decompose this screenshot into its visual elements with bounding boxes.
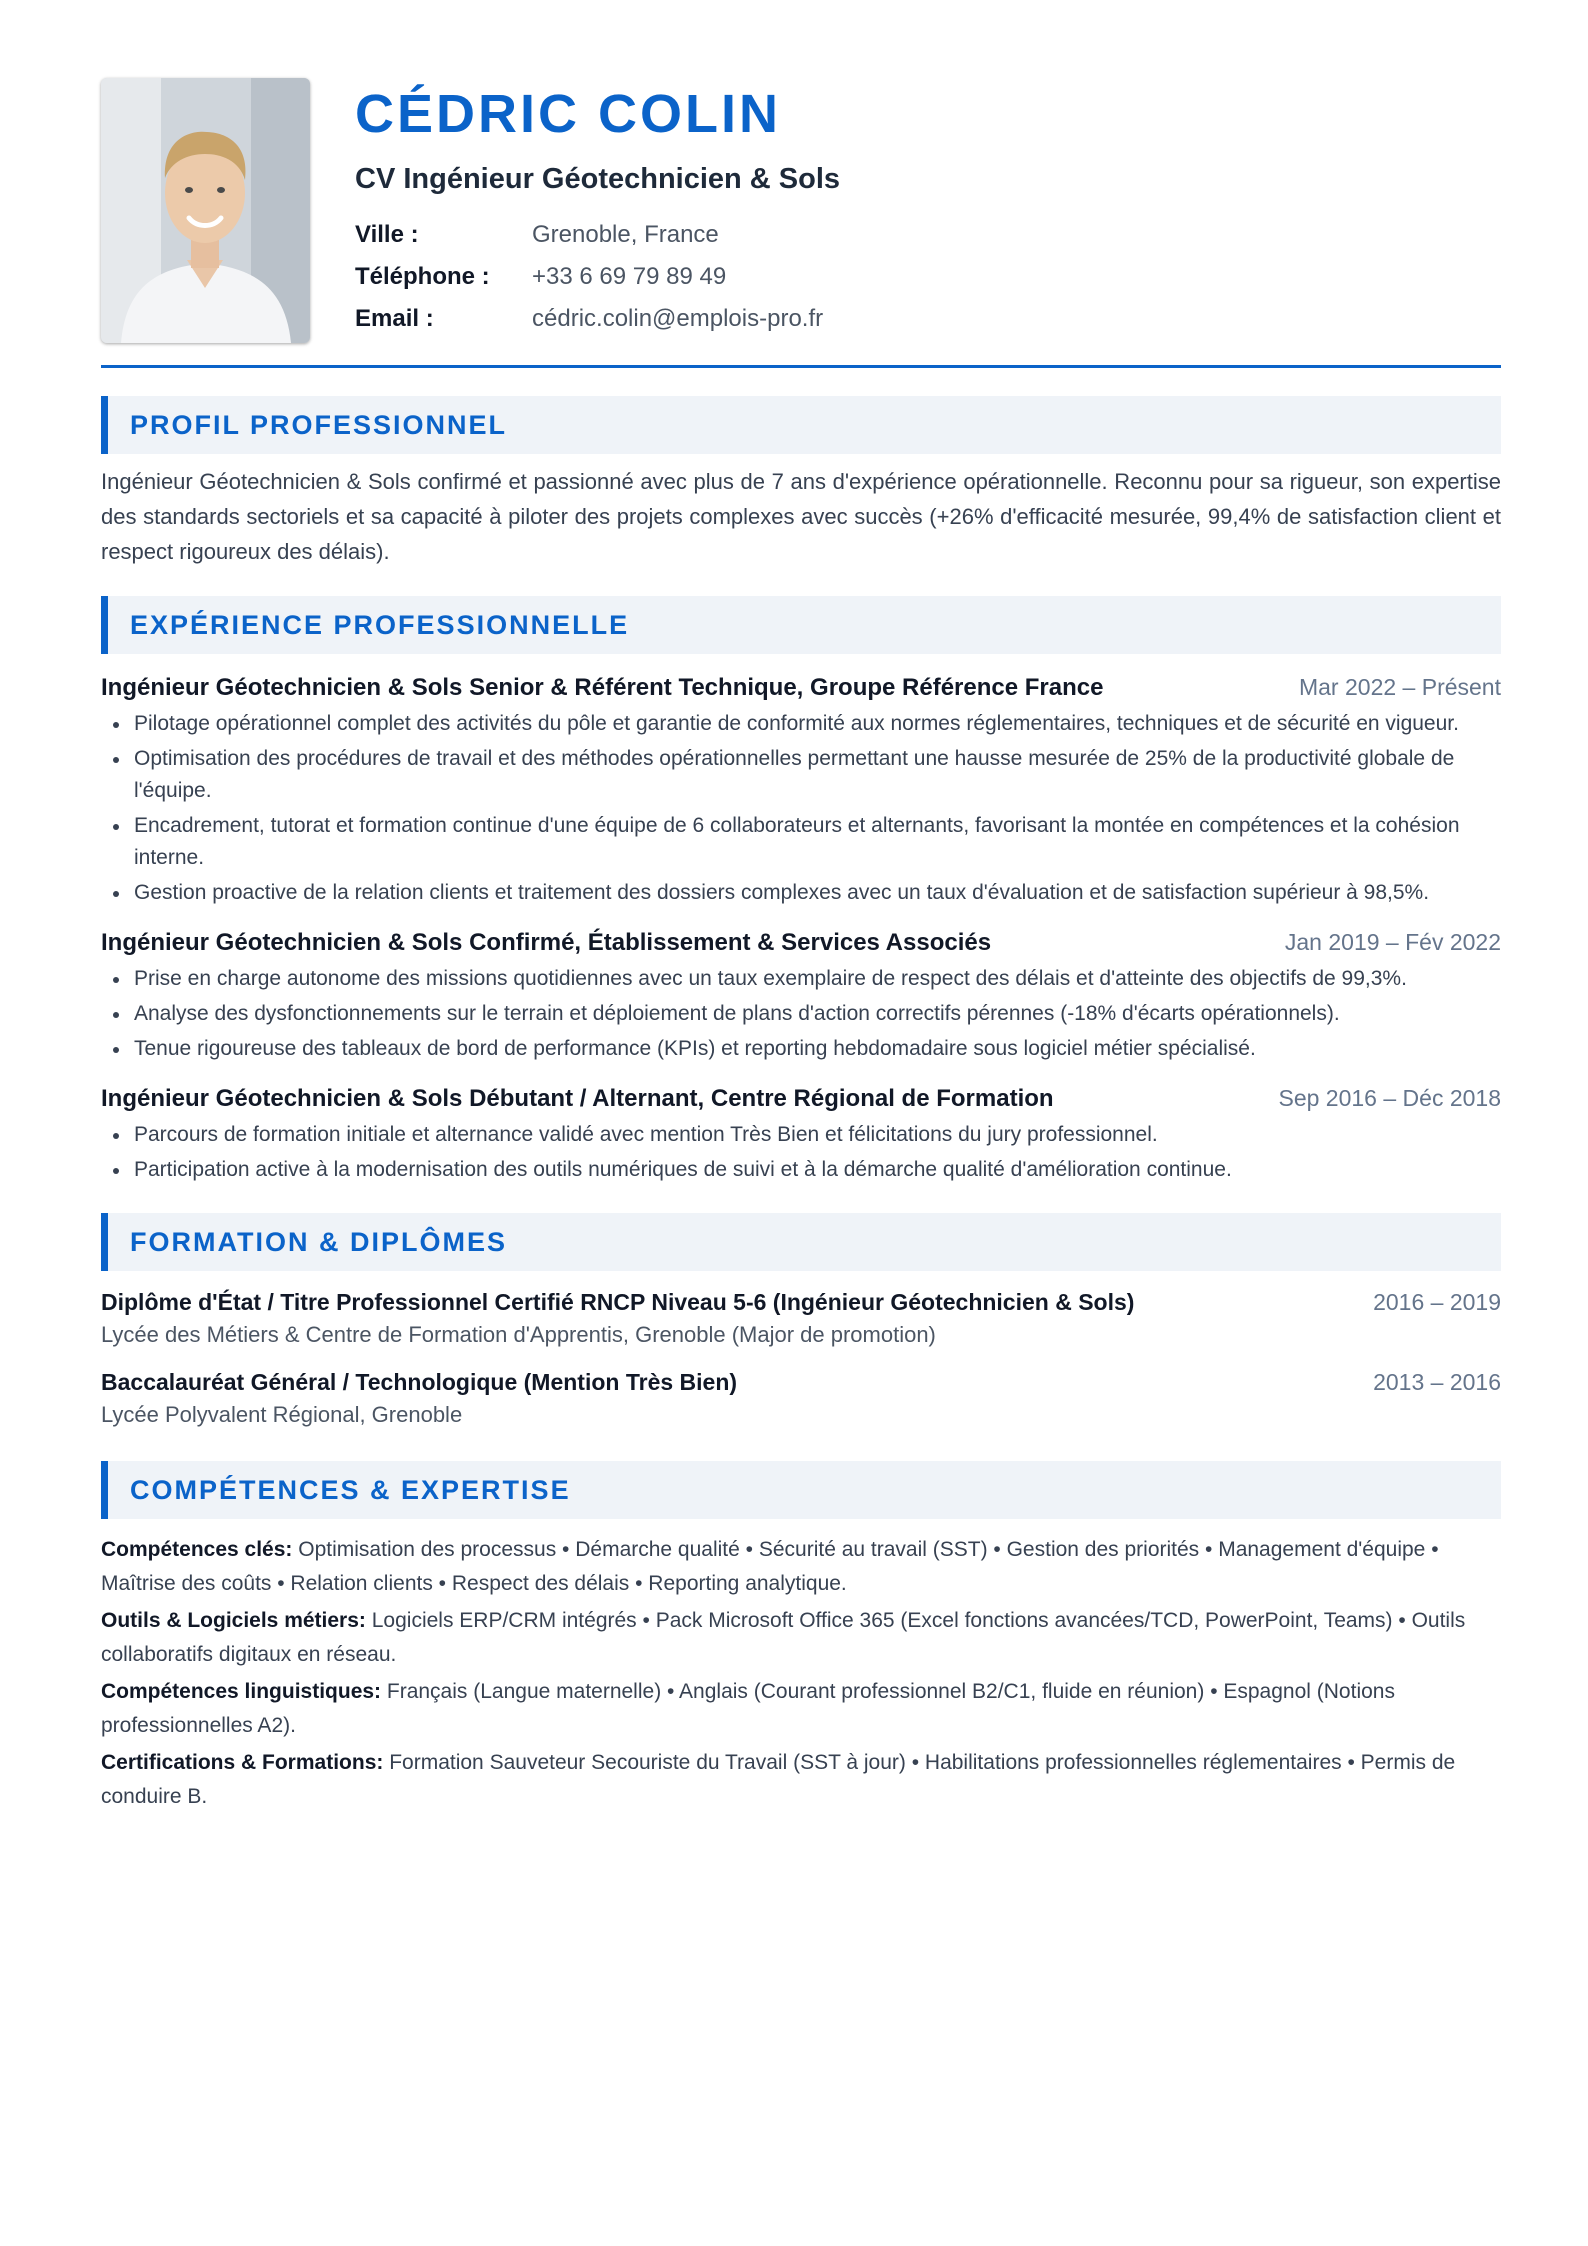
skill-line bbox=[101, 1604, 1501, 1672]
profile-photo bbox=[101, 78, 310, 343]
section-heading-text: FORMATION & DIPLÔMES bbox=[130, 1226, 507, 1257]
section-heading-text: PROFIL PROFESSIONNEL bbox=[130, 409, 508, 440]
section-heading-text: COMPÉTENCES & EXPERTISE bbox=[130, 1474, 571, 1505]
skill-label: Certifications & Formations: bbox=[101, 1751, 384, 1774]
job-bullets bbox=[101, 708, 1501, 909]
job-title: Ingénieur Géotechnicien & Sols Confirmé, Établissement & Services Associés bbox=[101, 929, 992, 956]
skill-label: Compétences clés: bbox=[101, 1538, 293, 1561]
education-header bbox=[101, 1285, 1501, 1319]
education-date: 2013 – 2016 bbox=[1373, 1369, 1501, 1395]
job-date: Mar 2022 – Présent bbox=[1298, 674, 1501, 700]
job-entry bbox=[101, 925, 1501, 1065]
skill-text: Français (Langue maternelle) • Anglais (Courant professionnel B2/C1, fluide en réunion) • Espagnol (Notions professionnelles A2). bbox=[101, 1680, 1395, 1737]
skill-line bbox=[101, 1533, 1501, 1601]
job-bullets bbox=[101, 1119, 1501, 1186]
section-heading-formation bbox=[101, 1213, 1501, 1271]
skills-list bbox=[101, 1533, 1501, 1814]
job-title: Ingénieur Géotechnicien & Sols Senior & Référent Technique, Groupe Référence France bbox=[101, 674, 1104, 701]
header-text bbox=[355, 82, 1501, 340]
section-heading-competences bbox=[101, 1461, 1501, 1519]
education-entry bbox=[101, 1285, 1501, 1351]
list-item: Gestion proactive de la relation clients et traitement des dossiers complexes avec un taux d'évaluation et de satisfaction supérieur à 98,5%. bbox=[101, 877, 1501, 909]
education-title: Diplôme d'État / Titre Professionnel Certifié RNCP Niveau 5-6 (Ingénieur Géotechnicien & Sols) bbox=[101, 1289, 1135, 1315]
job-header bbox=[101, 1081, 1501, 1117]
info-value: cédric.colin@emplois-pro.fr bbox=[532, 305, 824, 332]
education-date: 2016 – 2019 bbox=[1373, 1289, 1501, 1315]
job-title: Ingénieur Géotechnicien & Sols Débutant / Alternant, Centre Régional de Formation bbox=[101, 1085, 1054, 1112]
job-date: Sep 2016 – Déc 2018 bbox=[1278, 1085, 1501, 1111]
skill-text: Formation Sauveteur Secouriste du Travail (SST à jour) • Habilitations professionnelles réglementaires • Permis de conduire B. bbox=[101, 1751, 1456, 1808]
section-heading-profil bbox=[101, 396, 1501, 454]
list-item: Pilotage opérationnel complet des activités du pôle et garantie de conformité aux normes réglementaires, techniques et de sécurité en vigueur. bbox=[101, 708, 1501, 740]
info-label: Email : bbox=[355, 305, 434, 332]
info-row-city bbox=[355, 214, 1501, 256]
skill-text: Optimisation des processus • Démarche qualité • Sécurité au travail (SST) • Gestion des priorités • Management d'équipe • Maîtrise des coûts • Relation clients • Respect des délais • Reporting analytique. bbox=[101, 1538, 1439, 1595]
list-item: Analyse des dysfonctionnements sur le terrain et déploiement de plans d'action correctifs pérennes (-18% d'écarts opérationnels). bbox=[101, 998, 1501, 1030]
resume-header bbox=[101, 0, 1501, 368]
job-entry bbox=[101, 670, 1501, 909]
list-item: Parcours de formation initiale et alternance validé avec mention Très Bien et félicitations du jury professionnel. bbox=[101, 1119, 1501, 1151]
list-item: Participation active à la modernisation des outils numériques de suivi et à la démarche qualité d'amélioration continue. bbox=[101, 1154, 1501, 1186]
info-row-email bbox=[355, 298, 1501, 340]
skill-label: Outils & Logiciels métiers: bbox=[101, 1609, 366, 1632]
job-date: Jan 2019 – Fév 2022 bbox=[1284, 929, 1501, 955]
info-label: Ville : bbox=[355, 221, 419, 248]
education-header bbox=[101, 1365, 1501, 1399]
candidate-name: CÉDRIC COLIN bbox=[355, 84, 781, 144]
list-item: Tenue rigoureuse des tableaux de bord de performance (KPIs) et reporting hebdomadaire sous logiciel métier spécialisé. bbox=[101, 1033, 1501, 1065]
profile-summary: Ingénieur Géotechnicien & Sols confirmé et passionné avec plus de 7 ans d'expérience opérationnelle. Reconnu pour sa rigueur, son expertise des standards sectoriels et sa capacité à piloter des projets complexes avec succès (+26% d'efficacité mesurée, 99,4% de satisfaction client et respect rigoureux des délais). bbox=[101, 469, 1501, 564]
section-heading-text: EXPÉRIENCE PROFESSIONNELLE bbox=[130, 609, 630, 640]
info-row-phone bbox=[355, 256, 1501, 298]
job-header bbox=[101, 670, 1501, 706]
skill-text: Logiciels ERP/CRM intégrés • Pack Microsoft Office 365 (Excel fonctions avancées/TCD, PowerPoint, Teams) • Outils collaboratifs digitaux en réseau. bbox=[101, 1609, 1466, 1666]
education-entry bbox=[101, 1365, 1501, 1431]
education-title: Baccalauréat Général / Technologique (Mention Très Bien) bbox=[101, 1369, 738, 1395]
list-item: Optimisation des procédures de travail et des méthodes opérationnelles permettant une hausse mesurée de 25% de la productivité globale de l'équipe. bbox=[101, 743, 1501, 807]
skill-line bbox=[101, 1746, 1501, 1814]
info-value: +33 6 69 79 89 49 bbox=[532, 263, 727, 290]
education-place: Lycée des Métiers & Centre de Formation d'Apprentis, Grenoble (Major de promotion) bbox=[101, 1322, 936, 1347]
skill-line bbox=[101, 1675, 1501, 1743]
list-item: Prise en charge autonome des missions quotidiennes avec un taux exemplaire de respect des délais et d'atteinte des objectifs de 99,3%. bbox=[101, 963, 1501, 995]
section-heading-experience bbox=[101, 596, 1501, 654]
job-bullets bbox=[101, 963, 1501, 1065]
education-place: Lycée Polyvalent Régional, Grenoble bbox=[101, 1402, 463, 1427]
skill-label: Compétences linguistiques: bbox=[101, 1680, 382, 1703]
contact-info bbox=[355, 214, 1501, 340]
job-entry bbox=[101, 1081, 1501, 1186]
info-value: Grenoble, France bbox=[532, 221, 719, 248]
job-header bbox=[101, 925, 1501, 961]
info-label: Téléphone : bbox=[355, 263, 490, 290]
list-item: Encadrement, tutorat et formation continue d'une équipe de 6 collaborateurs et alternants, favorisant la montée en compétences et la cohésion interne. bbox=[101, 810, 1501, 874]
cv-title: CV Ingénieur Géotechnicien & Sols bbox=[355, 163, 841, 195]
